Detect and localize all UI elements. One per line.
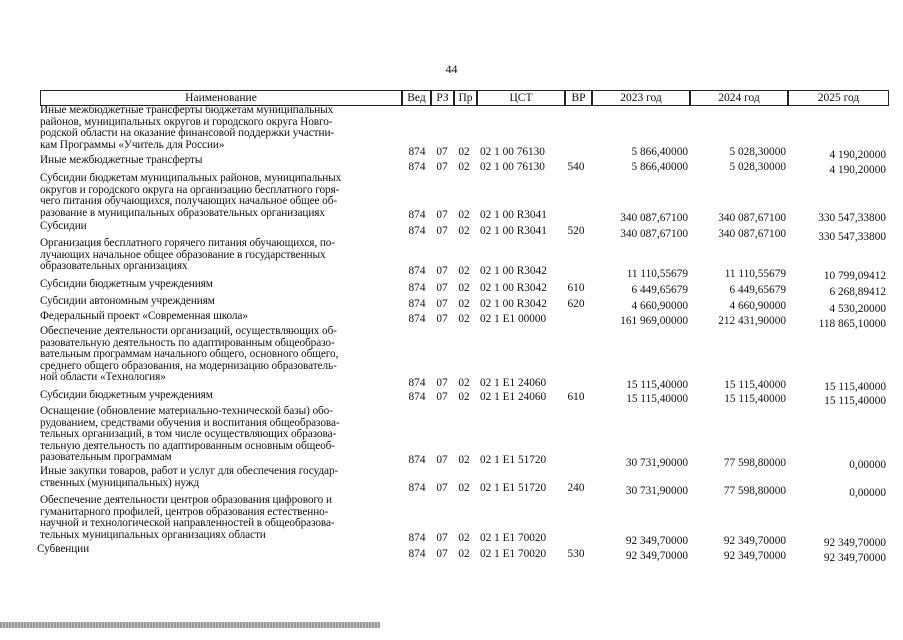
row-2025: 92 349,70000 [823,537,886,549]
row-2024: 340 087,67100 [718,228,786,240]
row-cst: 02 1 00 76130 [480,146,545,158]
row-ved: 874 [408,532,426,544]
header-ved: Вед [402,90,431,106]
row-2023: 4 660,90000 [631,300,688,312]
row-2024: 5 028,30000 [729,146,786,158]
row-pr: 02 [458,377,470,389]
row-rz: 07 [436,225,448,237]
row-pr: 02 [458,225,470,237]
row-2024: 340 087,67100 [718,212,786,224]
header-2025: 2025 год [788,90,889,106]
row-rz: 07 [436,282,448,294]
header-2024: 2024 год [690,90,788,106]
row-ved: 874 [408,298,426,310]
row-2023: 30 731,90000 [625,485,688,497]
row-rz: 07 [436,482,448,494]
row-cst: 02 1 Е1 24060 [480,391,547,403]
row-vr: 540 [567,161,585,173]
row-ved: 874 [408,225,426,237]
row-name: Федеральный проект «Современная школа» [40,310,248,322]
row-2023: 11 110,55679 [626,268,688,280]
row-2025: 0,00000 [849,487,886,499]
header-2023: 2023 год [592,90,690,106]
row-2024: 5 028,30000 [729,161,786,173]
row-2024: 11 110,55679 [724,268,786,280]
header-cst: ЦСТ [477,90,565,106]
row-ved: 874 [408,161,426,173]
row-ved: 874 [408,454,426,466]
row-2025: 330 547,33800 [818,231,886,243]
row-vr: 240 [567,482,585,494]
row-cst: 02 1 00 R3041 [480,225,547,237]
row-cst: 02 1 Е1 70020 [480,548,547,560]
row-cst: 02 1 00 R3042 [480,265,547,277]
row-2024: 92 349,70000 [723,535,786,547]
row-2025: 4 190,20000 [829,149,886,161]
row-pr: 02 [458,391,470,403]
row-2024: 77 598,80000 [723,485,786,497]
row-name: Организация бесплатного горячего питания обучающихся, по- лучающих начальное общее образование в государственных образовательных организациях [40,237,335,273]
row-name: Иные межбюджетные трансферты [40,154,203,166]
row-name: Обеспечение деятельности организаций, осуществляющих об- разовательную деятельность по адаптированным общеобразо- вательным программам начального общего, основного общего, среднего общего образования, на модернизацию образователь- ной области «Технология» [40,325,339,384]
row-2025: 6 268,89412 [829,286,886,298]
row-2023: 6 449,65679 [631,284,688,296]
row-ved: 874 [408,313,426,325]
row-name: Субсидии автономным учреждениям [40,295,215,307]
row-2025: 118 865,10000 [818,318,886,330]
page-number: 44 [445,62,458,76]
scan-edge-strip [0,622,380,628]
row-name: Субсидии [40,220,87,232]
row-rz: 07 [436,209,448,221]
row-rz: 07 [436,532,448,544]
row-2025: 15 115,40000 [824,381,886,393]
row-cst: 02 1 Е1 70020 [480,532,547,544]
row-2023: 340 087,67100 [620,212,688,224]
row-vr: 620 [567,298,585,310]
row-2023: 15 115,40000 [626,393,688,405]
row-pr: 02 [458,209,470,221]
row-cst: 02 1 Е1 24060 [480,377,547,389]
row-vr: 520 [567,225,585,237]
row-pr: 02 [458,454,470,466]
row-cst: 02 1 00 76130 [480,161,545,173]
header-vr: ВР [565,90,592,106]
row-pr: 02 [458,313,470,325]
row-2024: 15 115,40000 [724,393,786,405]
row-pr: 02 [458,532,470,544]
row-ved: 874 [408,282,426,294]
row-ved: 874 [408,391,426,403]
row-vr: 610 [567,282,585,294]
row-name: Иные межбюджетные трансферты бюджетам муниципальных районов, муниципальных округов и городского округа Новго- родской области на оказание финансовой поддержки участни- кам Программы «Учитель для России» [40,104,335,151]
row-2025: 10 799,09412 [823,270,886,282]
row-vr: 610 [567,391,585,403]
row-2024: 77 598,80000 [723,457,786,469]
row-name: Субсидии бюджетным учреждениям [40,278,213,290]
row-2025: 0,00000 [849,459,886,471]
row-2025: 15 115,40000 [824,395,886,407]
header-pr: Пр [454,90,477,106]
row-vr: 530 [567,548,585,560]
row-rz: 07 [436,377,448,389]
row-cst: 02 1 Е1 00000 [480,313,547,325]
row-2025: 330 547,33800 [818,212,886,224]
row-2024: 6 449,65679 [729,284,786,296]
row-2023: 92 349,70000 [625,550,688,562]
row-cst: 02 1 Е1 51720 [480,454,547,466]
row-2025: 4 190,20000 [829,164,886,176]
row-ved: 874 [408,548,426,560]
row-cst: 02 1 00 R3042 [480,282,547,294]
row-2023: 161 969,00000 [620,315,688,327]
row-ved: 874 [408,265,426,277]
row-rz: 07 [436,391,448,403]
row-rz: 07 [436,265,448,277]
row-2023: 30 731,90000 [625,457,688,469]
header-name: Наименование [40,90,402,106]
row-pr: 02 [458,298,470,310]
row-pr: 02 [458,482,470,494]
row-2023: 340 087,67100 [620,228,688,240]
row-2024: 92 349,70000 [723,550,786,562]
row-rz: 07 [436,161,448,173]
row-name: Субсидии бюджетам муниципальных районов, муниципальных округов и городского округа на организацию бесплатного горя- чего питания обучающихся, получающих начальное общее об- разование в муниципальных образовательных организациях [40,172,342,219]
row-name: Оснащение (обновление материально-технической базы) обо- рудованием, средствами обучения и воспитания общеобразова- тельных организаций, в том числе осуществляющих образова- тельную деятельность по адаптированным основным общеоб- разовательным программам [40,405,340,464]
row-ved: 874 [408,209,426,221]
row-2023: 5 866,40000 [631,161,688,173]
row-rz: 07 [436,548,448,560]
row-pr: 02 [458,161,470,173]
row-pr: 02 [458,548,470,560]
row-pr: 02 [458,282,470,294]
row-name: Субвенции [37,543,90,555]
row-rz: 07 [436,146,448,158]
row-2024: 212 431,90000 [718,315,786,327]
row-cst: 02 1 Е1 51720 [480,482,547,494]
row-rz: 07 [436,298,448,310]
row-cst: 02 1 00 R3041 [480,209,547,221]
row-name: Субсидии бюджетным учреждениям [40,389,213,401]
row-2023: 5 866,40000 [631,146,688,158]
row-2025: 92 349,70000 [823,552,886,564]
row-ved: 874 [408,482,426,494]
row-2024: 4 660,90000 [729,300,786,312]
row-rz: 07 [436,313,448,325]
row-2023: 15 115,40000 [626,379,688,391]
row-name: Иные закупки товаров, работ и услуг для обеспечения государ- ственных (муниципальных) нужд [40,465,339,489]
row-2024: 15 115,40000 [724,379,786,391]
row-ved: 874 [408,146,426,158]
row-name: Обеспечение деятельности центров образования цифрового и гуманитарного профилей, центров образования естественно- научной и технологической направленностей в общеобразова- тельных муниципальных организациях области [40,494,335,541]
row-2025: 4 530,20000 [829,303,886,315]
row-2023: 92 349,70000 [625,535,688,547]
row-cst: 02 1 00 R3042 [480,298,547,310]
row-ved: 874 [408,377,426,389]
row-pr: 02 [458,146,470,158]
row-pr: 02 [458,265,470,277]
header-rz: РЗ [431,90,454,106]
row-rz: 07 [436,454,448,466]
